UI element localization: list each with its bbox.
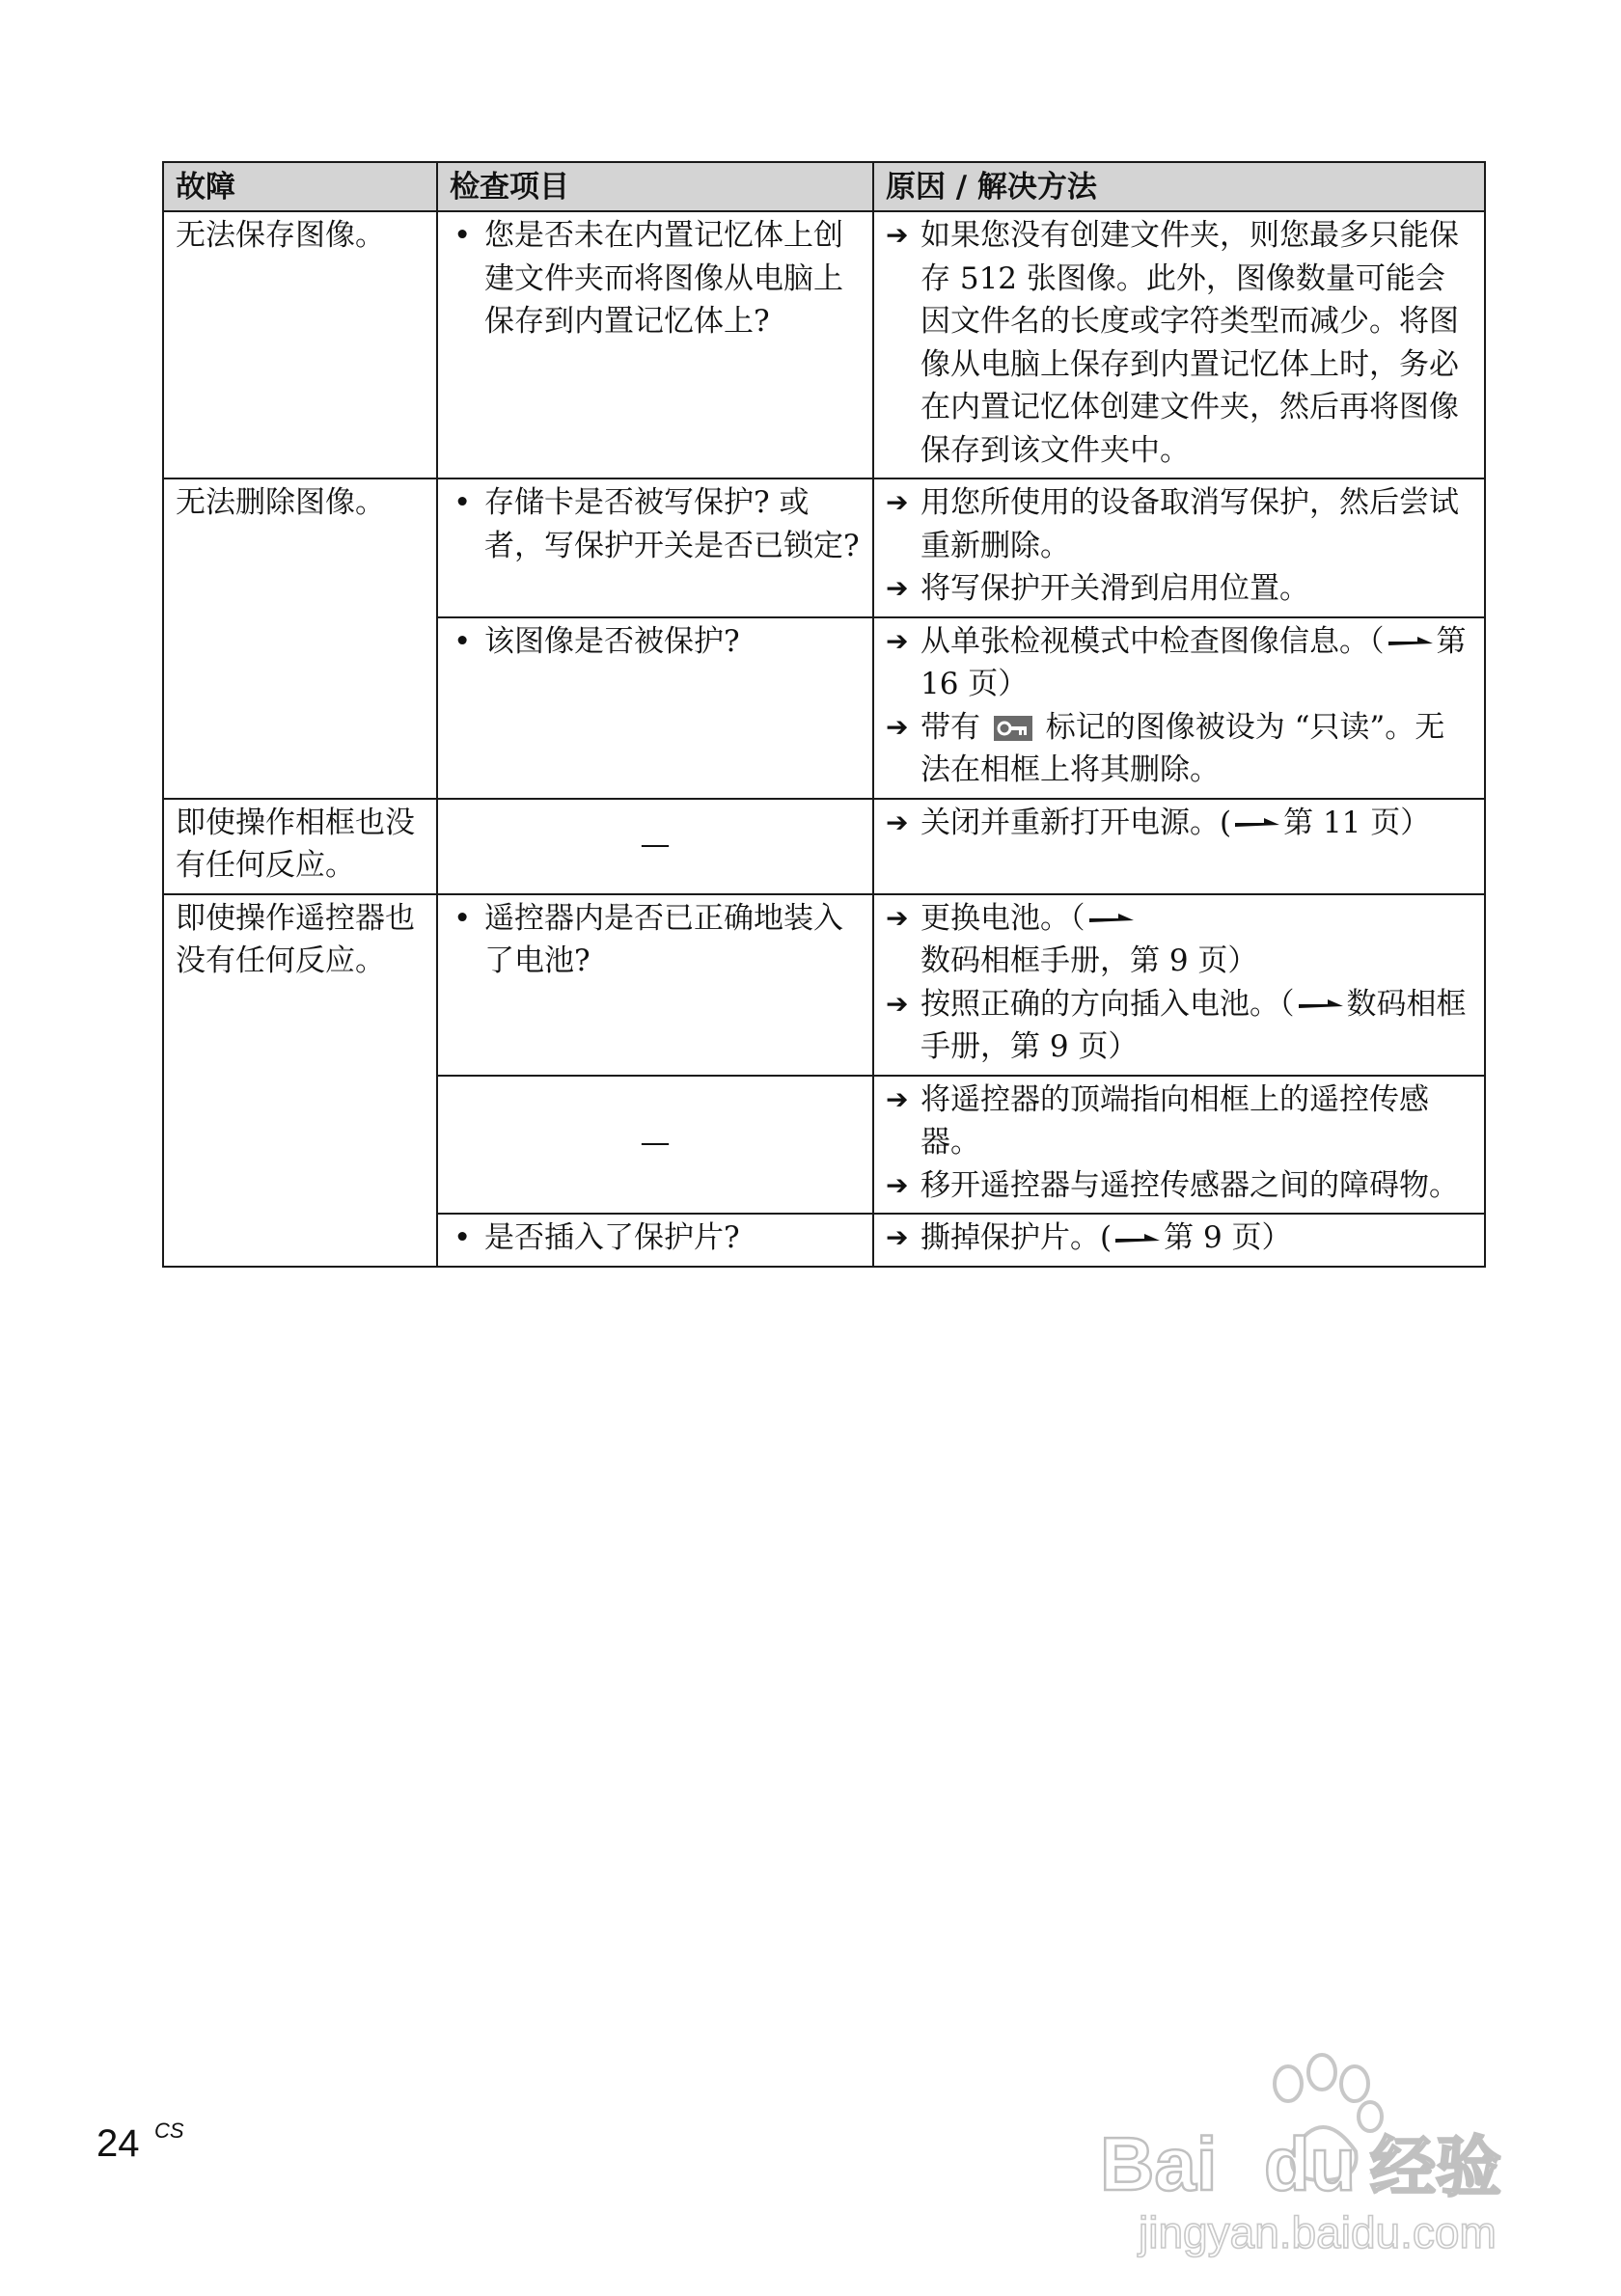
- table-row: [163, 478, 1485, 617]
- problem-cell: 无法保存图像。: [163, 211, 437, 478]
- solution-text: 数码相框手册，第 9 页）: [920, 943, 1258, 978]
- check-item-text: • 您是否未在内置记忆体上创建文件夹而将图像从电脑上保存到内置记忆体上?: [450, 214, 861, 343]
- solution-item: [886, 1164, 1472, 1208]
- watermark-url: jingyan.baidu.com: [1139, 2207, 1497, 2257]
- check-item-text: • 是否插入了保护片?: [450, 1216, 861, 1260]
- watermark-brand-2: du: [1264, 2121, 1357, 2206]
- solution-item: [886, 1216, 1472, 1260]
- solution-arrow-icon: ➔: [886, 219, 909, 251]
- page-ref-arrow-icon: [1235, 816, 1279, 832]
- solution-arrow-icon: ➔: [886, 987, 909, 1020]
- check-item-cell: [437, 799, 873, 894]
- solution-item: [886, 897, 1472, 983]
- watermark-brand: Bai: [1100, 2121, 1218, 2206]
- table-row: [163, 799, 1485, 894]
- solution-text: 数码相框手册，第 9 页）: [920, 986, 1467, 1064]
- solution-text: 将遥控器的顶端指向相框上的遥控传感器。: [920, 1081, 1429, 1160]
- solution-text: 如果您没有创建文件夹，则您最多只能保存 512 张图像。此外，图像数量可能会因文件名的长度或字符类型而减少。将图像从电脑上保存到内置记忆体上时，务必在内置记忆体创建文件夹，然后再将图像保存到该文件夹中。: [920, 218, 1459, 468]
- check-item-cell: [437, 617, 873, 799]
- solution-text: 用您所使用的设备取消写保护，然后尝试重新删除。: [920, 485, 1459, 563]
- solution-cell: [873, 894, 1485, 1076]
- solution-cell: [873, 1076, 1485, 1215]
- check-item-text: • 遥控器内是否已正确地装入了电池?: [450, 897, 861, 983]
- solution-item: [886, 706, 1472, 792]
- page-ref-arrow-icon: [1388, 635, 1433, 650]
- problem-cell: 无法删除图像。: [163, 478, 437, 799]
- check-item-cell: [437, 1076, 873, 1215]
- solution-text: 按照正确的方向插入电池。（: [920, 986, 1295, 1022]
- header-problem: 故障: [163, 162, 437, 211]
- problem-cell: 即使操作相框也没有任何反应。: [163, 799, 437, 894]
- solution-item: [886, 983, 1472, 1069]
- check-item-cell: [437, 894, 873, 1076]
- solution-text: 带有: [920, 709, 990, 745]
- page-language-code: CS: [154, 2118, 184, 2143]
- page-ref-arrow-icon: [1115, 1232, 1160, 1247]
- solution-arrow-icon: ➔: [886, 486, 909, 518]
- troubleshooting-table: [162, 161, 1486, 1268]
- header-check-item: 检查项目: [437, 162, 873, 211]
- solution-text: 将写保护开关滑到启用位置。: [920, 571, 1309, 606]
- header-cause-solution: 原因 / 解决方法: [873, 162, 1485, 211]
- problem-cell: 即使操作遥控器也没有任何反应。: [163, 894, 437, 1267]
- solution-item: [886, 567, 1472, 611]
- baidu-jingyan-watermark: [1081, 2045, 1544, 2267]
- solution-cell: [873, 1214, 1485, 1267]
- solution-cell: [873, 617, 1485, 799]
- table-row: [163, 211, 1485, 478]
- solution-arrow-icon: ➔: [886, 710, 909, 743]
- solution-item: [886, 1079, 1472, 1164]
- solution-text: 从单张检视模式中检查图像信息。（: [920, 623, 1385, 659]
- page-ref-arrow-icon: [1089, 912, 1134, 927]
- check-item-text: • 存储卡是否被写保护? 或者，写保护开关是否已锁定?: [450, 481, 861, 567]
- solution-cell: [873, 799, 1485, 894]
- check-item-cell: [437, 478, 873, 617]
- protect-key-icon: [994, 716, 1032, 741]
- solution-item: [886, 802, 1472, 845]
- solution-cell: [873, 478, 1485, 617]
- not-applicable-dash: —: [640, 826, 671, 861]
- table-row: [163, 894, 1485, 1076]
- solution-text: 关闭并重新打开电源。(: [920, 805, 1232, 840]
- solution-text: 标记的图像被设为 “只读”。无法在相框上将其删除。: [920, 709, 1445, 787]
- solution-cell: [873, 211, 1485, 478]
- solution-text: 第 11 页）: [1283, 805, 1431, 840]
- check-item-text: • 该图像是否被保护?: [450, 620, 861, 664]
- solution-arrow-icon: ➔: [886, 1082, 909, 1115]
- check-item-cell: [437, 1214, 873, 1267]
- solution-item: [886, 620, 1472, 706]
- table-header-row: [163, 162, 1485, 211]
- solution-arrow-icon: ➔: [886, 624, 909, 657]
- not-applicable-dash: —: [640, 1125, 671, 1160]
- page-number: 24: [96, 2122, 140, 2165]
- solution-text: 第 9 页）: [1164, 1220, 1292, 1255]
- solution-text: 第 16 页）: [920, 623, 1467, 701]
- solution-arrow-icon: ➔: [886, 901, 909, 934]
- solution-text: 撕掉保护片。(: [920, 1220, 1113, 1255]
- solution-text: 更换电池。（: [920, 900, 1085, 936]
- solution-arrow-icon: ➔: [886, 1221, 909, 1253]
- solution-arrow-icon: ➔: [886, 806, 909, 838]
- solution-item: [886, 481, 1472, 567]
- check-item-cell: [437, 211, 873, 478]
- solution-arrow-icon: ➔: [886, 1168, 909, 1201]
- solution-text: 移开遥控器与遥控传感器之间的障碍物。: [920, 1167, 1459, 1203]
- watermark-label: 经验: [1370, 2130, 1502, 2206]
- page-ref-arrow-icon: [1299, 998, 1343, 1013]
- solution-item: [886, 214, 1472, 472]
- solution-arrow-icon: ➔: [886, 572, 909, 604]
